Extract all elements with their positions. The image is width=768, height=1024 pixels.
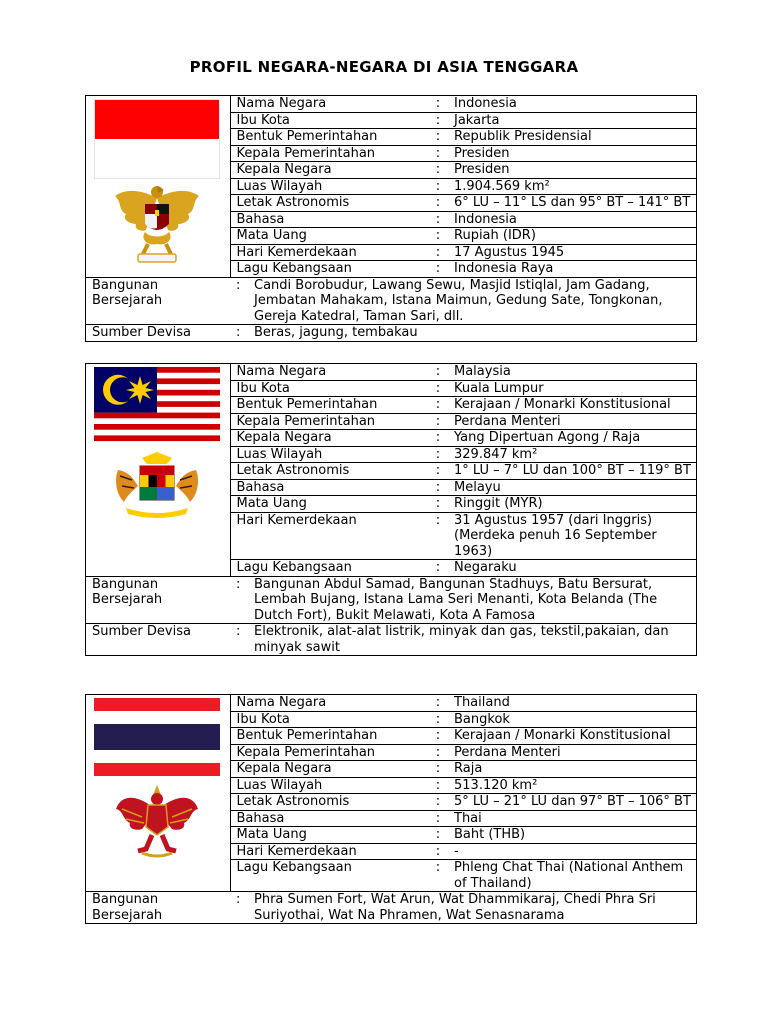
table-row bbox=[86, 576, 696, 624]
extra-value-cell bbox=[230, 325, 696, 341]
field-value: Jakarta bbox=[448, 112, 696, 129]
field-value: Presiden bbox=[448, 162, 696, 179]
field-label: Ibu Kota bbox=[230, 112, 428, 129]
field-value: 6° LU – 11° LS dan 95° BT – 141° BT bbox=[448, 195, 696, 212]
field-separator: : bbox=[428, 479, 448, 496]
field-value: Negaraku bbox=[448, 560, 696, 577]
field-value: 17 Agustus 1945 bbox=[448, 244, 696, 261]
field-separator: : bbox=[435, 96, 441, 111]
field-value: - bbox=[448, 843, 696, 860]
field-label: Hari Kemerdekaan bbox=[230, 244, 428, 261]
field-separator: : bbox=[428, 228, 448, 245]
field-label: Ibu Kota bbox=[230, 380, 428, 397]
field-value: Indonesia Raya bbox=[448, 261, 696, 278]
field-value: Thai bbox=[448, 810, 696, 827]
field-value: Kerajaan / Monarki Konstitusional bbox=[448, 397, 696, 414]
field-separator: : bbox=[236, 624, 241, 639]
field-label: Luas Wilayah bbox=[230, 178, 428, 195]
field-label: Letak Astronomis bbox=[230, 794, 428, 811]
page-title: PROFIL NEGARA-NEGARA DI ASIA TENGGARA bbox=[189, 58, 579, 76]
field-separator: : bbox=[236, 892, 241, 907]
field-value: Ringgit (MYR) bbox=[448, 496, 696, 513]
field-value: Bangkok bbox=[448, 711, 696, 728]
field-separator: : bbox=[236, 576, 241, 592]
field-separator: : bbox=[435, 695, 441, 710]
extra-value: Beras, jagung, tembakau bbox=[254, 325, 418, 340]
extra-value-cell bbox=[230, 277, 696, 325]
flag-emblem-cell bbox=[86, 364, 230, 576]
extra-value: Elektronik, alat-alat listrik, minyak dan gas, tekstil,pakaian, dan minyak sawit bbox=[254, 624, 669, 655]
indonesia-flag-icon bbox=[94, 99, 220, 179]
profile-table bbox=[86, 96, 696, 341]
extra-label: Bangunan Bersejarah bbox=[86, 277, 230, 325]
field-value: 513.120 km² bbox=[448, 777, 696, 794]
field-value: Presiden bbox=[448, 145, 696, 162]
table-row bbox=[86, 695, 696, 711]
field-label: Mata Uang bbox=[230, 496, 428, 513]
extra-value: Bangunan Abdul Samad, Bangunan Stadhuys, Batu Bersurat, Lembah Bujang, Istana Lama Seri Menanti, Kota Belanda (The Dutch Fort), Bukit Melawati, Kota A Famosa bbox=[254, 576, 658, 623]
field-separator: : bbox=[428, 560, 448, 577]
flag-emblem-cell bbox=[86, 96, 230, 277]
field-label: Bentuk Pemerintahan bbox=[230, 728, 428, 745]
field-separator: : bbox=[236, 277, 241, 293]
field-separator: : bbox=[428, 463, 448, 480]
extra-value-cell bbox=[230, 576, 696, 624]
field-value: Indonesia bbox=[448, 211, 696, 228]
field-separator: : bbox=[428, 244, 448, 261]
field-separator: : bbox=[428, 178, 448, 195]
field-value: Kuala Lumpur bbox=[448, 380, 696, 397]
field-separator: : bbox=[428, 397, 448, 414]
extra-value: Phra Sumen Fort, Wat Arun, Wat Dhammikaraj, Chedi Phra Sri Suriyothai, Wat Na Phramen, Wat Senasnarama bbox=[254, 892, 656, 923]
table-row bbox=[86, 96, 696, 112]
field-label: Bahasa bbox=[230, 211, 428, 228]
field-value: Raja bbox=[448, 761, 696, 778]
field-separator: : bbox=[428, 446, 448, 463]
field-label: Kepala Pemerintahan bbox=[230, 744, 428, 761]
field-label: Nama Negara bbox=[236, 96, 327, 111]
field-value: Malaysia bbox=[454, 364, 511, 379]
field-label: Kepala Pemerintahan bbox=[230, 145, 428, 162]
malaysia-coat-of-arms-icon bbox=[112, 450, 202, 520]
table-row bbox=[86, 277, 696, 325]
field-separator: : bbox=[428, 711, 448, 728]
field-label: Letak Astronomis bbox=[230, 463, 428, 480]
field-value: Perdana Menteri bbox=[448, 413, 696, 430]
extra-value-cell bbox=[230, 624, 696, 656]
field-label: Lagu Kebangsaan bbox=[230, 261, 428, 278]
field-value: Republik Presidensial bbox=[448, 129, 696, 146]
field-label: Hari Kemerdekaan bbox=[230, 512, 428, 560]
extra-value-cell bbox=[230, 892, 696, 924]
field-separator: : bbox=[428, 261, 448, 278]
extra-value: Candi Borobudur, Lawang Sewu, Masjid Istiqlal, Jam Gadang, Jembatan Mahakam, Istana Maimun, Gedung Sate, Tongkonan, Gereja Katedral, Taman Sari, dll. bbox=[254, 277, 663, 324]
field-separator: : bbox=[428, 112, 448, 129]
field-label: Kepala Negara bbox=[230, 761, 428, 778]
profile-table bbox=[86, 695, 696, 923]
country-profile-thailand bbox=[85, 694, 697, 924]
field-separator: : bbox=[428, 860, 448, 892]
garuda-pancasila-emblem-icon bbox=[112, 180, 202, 266]
field-value: 31 Agustus 1957 (dari Inggris) (Merdeka penuh 16 September 1963) bbox=[448, 512, 696, 560]
flag-emblem-cell bbox=[86, 695, 230, 892]
field-separator: : bbox=[428, 728, 448, 745]
field-separator: : bbox=[428, 777, 448, 794]
field-label: Luas Wilayah bbox=[230, 446, 428, 463]
field-label: Mata Uang bbox=[230, 827, 428, 844]
field-separator: : bbox=[428, 512, 448, 560]
field-separator: : bbox=[435, 364, 441, 379]
table-row bbox=[86, 364, 696, 380]
table-row bbox=[86, 624, 696, 656]
field-label: Lagu Kebangsaan bbox=[230, 560, 428, 577]
table-row bbox=[86, 325, 696, 341]
field-separator: : bbox=[428, 195, 448, 212]
field-value: Melayu bbox=[448, 479, 696, 496]
field-label: Bahasa bbox=[230, 479, 428, 496]
field-label: Hari Kemerdekaan bbox=[230, 843, 428, 860]
field-separator: : bbox=[428, 744, 448, 761]
field-value: 5° LU – 21° LU dan 97° BT – 106° BT bbox=[448, 794, 696, 811]
profile-table bbox=[86, 364, 696, 655]
field-value: Indonesia bbox=[454, 96, 517, 111]
field-separator: : bbox=[428, 430, 448, 447]
field-value: Perdana Menteri bbox=[448, 744, 696, 761]
field-value: 1° LU – 7° LU dan 100° BT – 119° BT bbox=[448, 463, 696, 480]
malaysia-flag-icon bbox=[94, 367, 220, 447]
field-separator: : bbox=[428, 843, 448, 860]
field-value: 1.904.569 km² bbox=[448, 178, 696, 195]
field-label: Mata Uang bbox=[230, 228, 428, 245]
field-label: Nama Negara bbox=[236, 364, 327, 379]
field-value: Kerajaan / Monarki Konstitusional bbox=[448, 728, 696, 745]
table-row bbox=[86, 892, 696, 924]
field-separator: : bbox=[428, 794, 448, 811]
field-label: Lagu Kebangsaan bbox=[230, 860, 428, 892]
field-separator: : bbox=[428, 145, 448, 162]
field-label: Bentuk Pemerintahan bbox=[230, 129, 428, 146]
field-label: Bentuk Pemerintahan bbox=[230, 397, 428, 414]
field-label: Luas Wilayah bbox=[230, 777, 428, 794]
field-label: Nama Negara bbox=[236, 695, 327, 710]
field-label: Ibu Kota bbox=[230, 711, 428, 728]
field-value: Rupiah (IDR) bbox=[448, 228, 696, 245]
field-label: Bahasa bbox=[230, 810, 428, 827]
field-value: Baht (THB) bbox=[448, 827, 696, 844]
extra-label: Bangunan Bersejarah bbox=[86, 576, 230, 624]
field-label: Kepala Pemerintahan bbox=[230, 413, 428, 430]
field-separator: : bbox=[428, 810, 448, 827]
garuda-thai-emblem-icon bbox=[112, 779, 202, 861]
field-separator: : bbox=[428, 211, 448, 228]
field-separator: : bbox=[428, 129, 448, 146]
country-profile-indonesia bbox=[85, 95, 697, 342]
field-separator: : bbox=[428, 761, 448, 778]
field-value: Phleng Chat Thai (National Anthem of Thailand) bbox=[448, 860, 696, 892]
field-separator: : bbox=[428, 827, 448, 844]
field-value: Thailand bbox=[454, 695, 510, 710]
thailand-flag-icon bbox=[94, 698, 220, 776]
field-label: Letak Astronomis bbox=[230, 195, 428, 212]
field-separator: : bbox=[428, 496, 448, 513]
country-profile-malaysia bbox=[85, 363, 697, 656]
field-separator: : bbox=[428, 162, 448, 179]
extra-label: Sumber Devisa bbox=[86, 624, 230, 656]
extra-label: Bangunan Bersejarah bbox=[86, 892, 230, 924]
field-label: Kepala Negara bbox=[230, 162, 428, 179]
field-value: 329.847 km² bbox=[448, 446, 696, 463]
field-separator: : bbox=[428, 413, 448, 430]
field-separator: : bbox=[236, 325, 241, 340]
field-label: Kepala Negara bbox=[230, 430, 428, 447]
field-separator: : bbox=[428, 380, 448, 397]
field-value: Yang Dipertuan Agong / Raja bbox=[448, 430, 696, 447]
extra-label: Sumber Devisa bbox=[86, 325, 230, 341]
